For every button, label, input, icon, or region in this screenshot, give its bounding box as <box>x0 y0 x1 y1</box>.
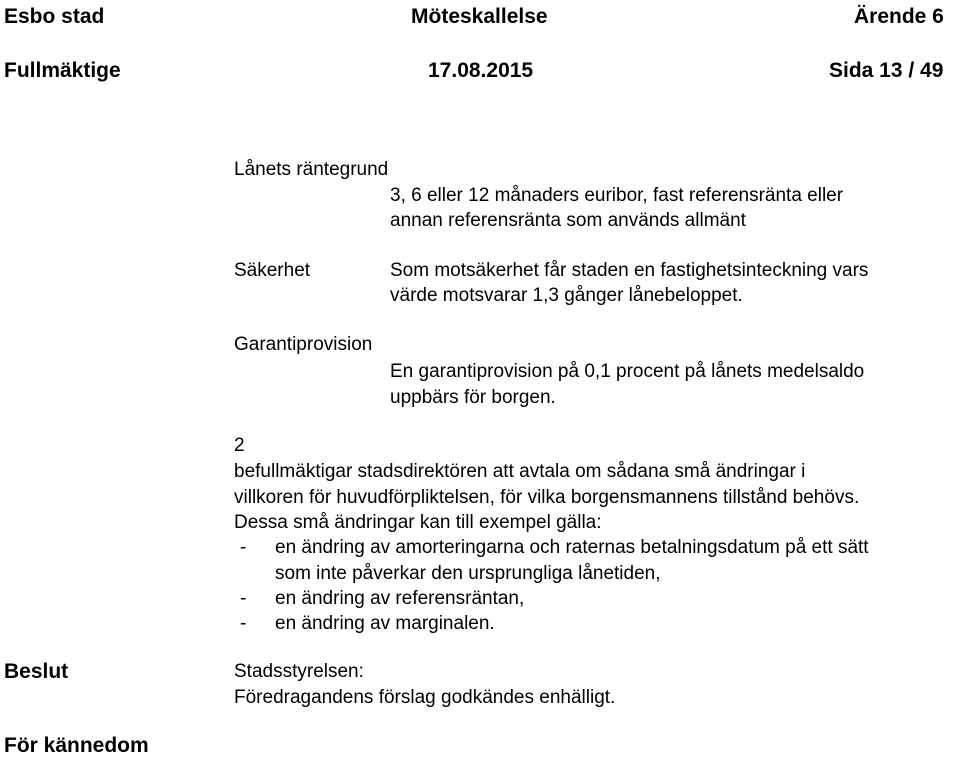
header-doc-type: Möteskallelse <box>411 5 548 28</box>
bullet-dash: - <box>240 588 247 609</box>
header-item: Ärende 6 <box>854 5 944 28</box>
decision-label: Beslut <box>4 660 69 683</box>
decision-text: Föredragandens förslag godkändes enhälligt. <box>234 687 616 708</box>
section-line2: villkoren för huvudförpliktelsen, för vilka borgensmannens tillstånd behövs. <box>234 487 860 508</box>
bullet-text-continued: som inte påverkar den ursprungliga lånetiden, <box>275 563 661 584</box>
header-page: Sida 13 / 49 <box>829 59 944 82</box>
section-number: 2 <box>234 435 245 456</box>
security-line2: värde motsvarar 1,3 gånger lånebeloppet. <box>390 285 743 306</box>
header-body: Fullmäktige <box>4 59 121 82</box>
rate-basis-line1: 3, 6 eller 12 månaders euribor, fast referensränta eller <box>390 185 844 206</box>
security-line1: Som motsäkerhet får staden en fastighetsinteckning vars <box>390 260 869 281</box>
section-line1: befullmäktigar stadsdirektören att avtala om sådana små ändringar i <box>234 461 806 482</box>
header-date: 17.08.2015 <box>428 59 534 82</box>
bullet-text: en ändring av amorteringarna och raternas betalningsdatum på ett sätt <box>275 537 869 558</box>
bullet-dash: - <box>240 537 247 558</box>
decision-body: Stadsstyrelsen: <box>234 661 364 682</box>
section-line3: Dessa små ändringar kan till exempel gälla: <box>234 512 602 533</box>
guarantee-line1: En garantiprovision på 0,1 procent på lånets medelsaldo <box>390 361 865 382</box>
security-label: Säkerhet <box>234 260 311 281</box>
bullet-text: en ändring av referensräntan, <box>275 588 525 609</box>
header-org: Esbo stad <box>4 5 105 28</box>
rate-basis-label: Lånets räntegrund <box>234 159 389 180</box>
bullet-text: en ändring av marginalen. <box>275 613 495 634</box>
for-info-label: För kännedom <box>4 734 149 757</box>
bullet-dash: - <box>240 613 247 634</box>
guarantee-label: Garantiprovision <box>234 334 373 355</box>
guarantee-line2: uppbärs för borgen. <box>390 387 556 408</box>
rate-basis-line2: annan referensränta som används allmänt <box>390 210 746 231</box>
